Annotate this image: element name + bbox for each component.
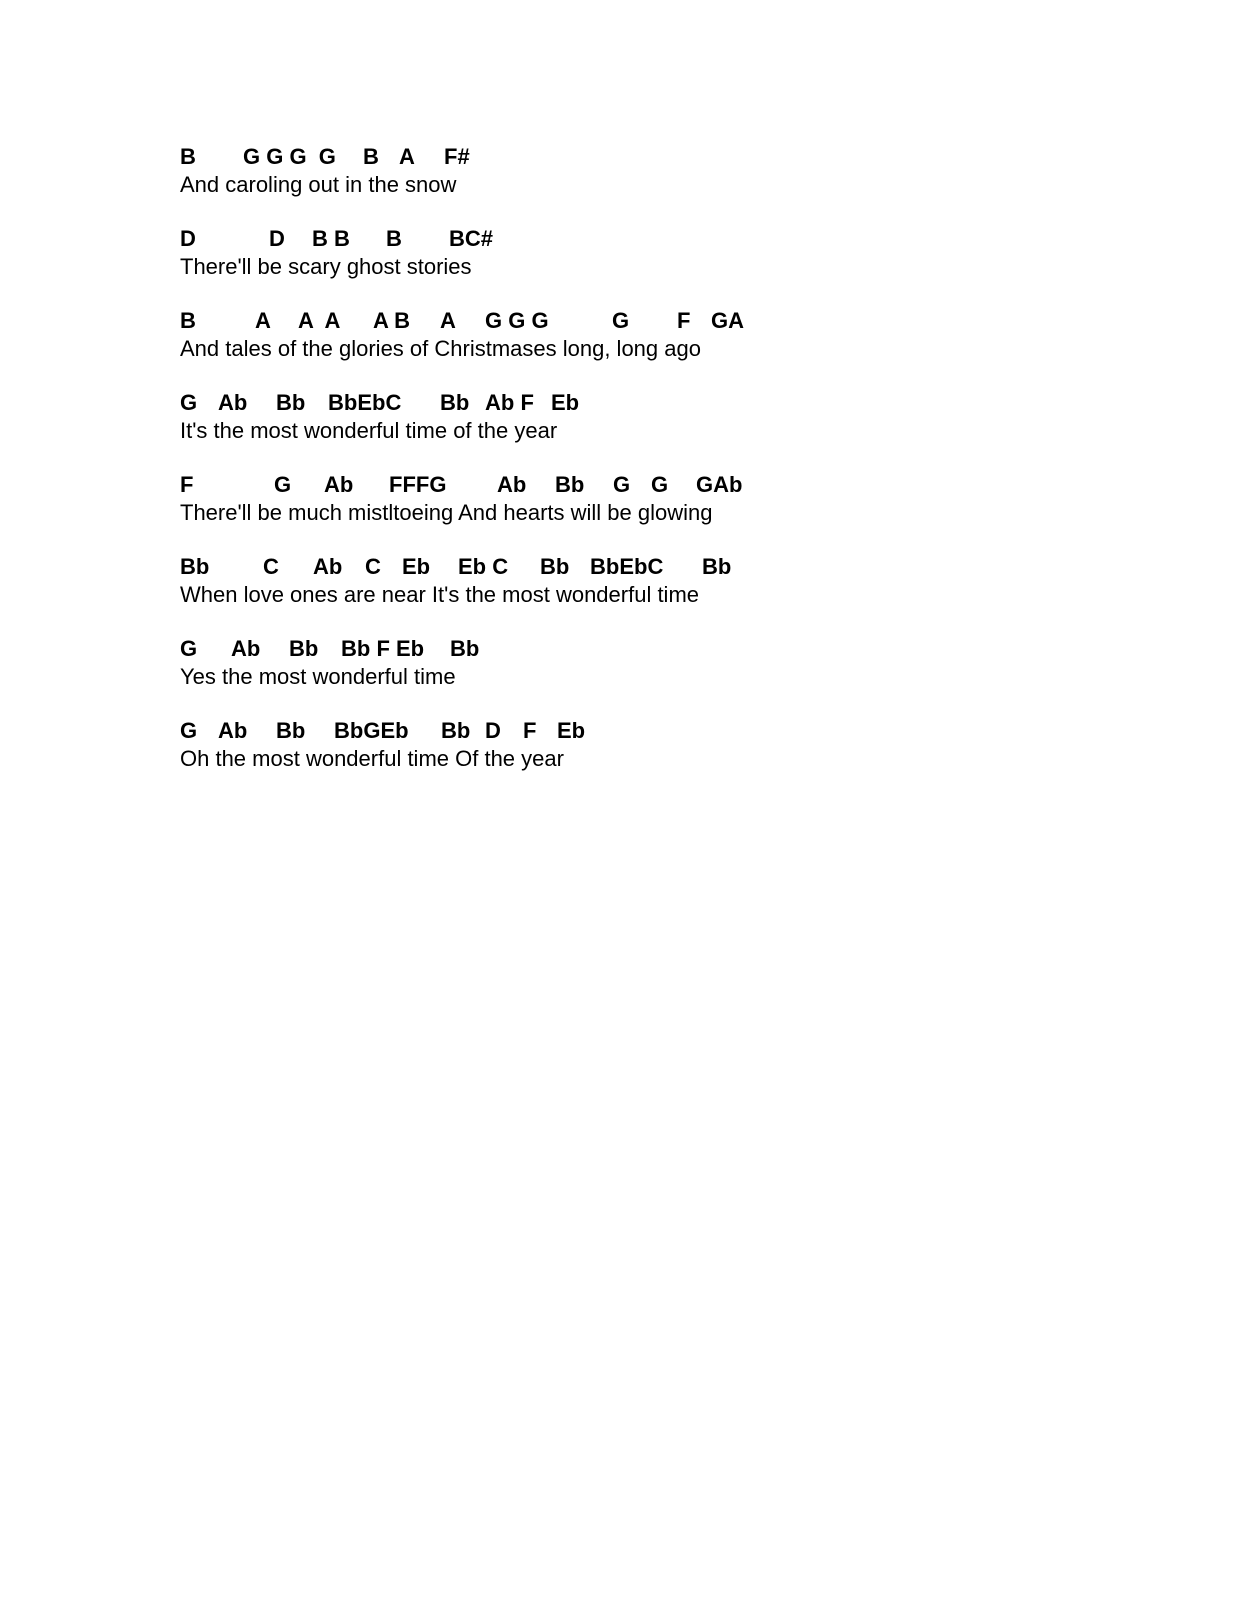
note: Ab [313,554,343,579]
note: BC# [449,226,494,251]
lyric-line: When love ones are near It's the most wonderful time [180,582,700,607]
note: G G G [485,308,549,333]
note: G [613,472,631,497]
note: Bb F Eb [341,636,425,661]
note-row [180,635,1180,663]
note: G [180,718,198,743]
note: Bb [555,472,585,497]
lyric-line: There'll be scary ghost stories [180,254,472,279]
note: G [612,308,630,333]
lyric-line: There'll be much mistltoeing And hearts will be glowing [180,500,713,525]
verse-block [180,553,1180,609]
note: B [180,144,196,169]
note: Eb [402,554,431,579]
note: D [485,718,501,743]
note: Bb [702,554,732,579]
note: Bb [440,390,470,415]
note: Eb [551,390,580,415]
note: G [274,472,292,497]
note: Eb [557,718,586,743]
note: A A [298,308,341,333]
note: Bb [276,390,306,415]
note: F [180,472,194,497]
verse-block [180,307,1180,363]
note: D [269,226,285,251]
note: BbGEb [334,718,409,743]
note-row [180,553,1180,581]
note: Bb [180,554,210,579]
note: G [180,636,198,661]
lyric-line: It's the most wonderful time of the year [180,418,558,443]
note: D [180,226,196,251]
lyric-line: Yes the most wonderful time [180,664,456,689]
note: Bb [276,718,306,743]
note: B B [312,226,350,251]
note: B [386,226,402,251]
note: GAb [696,472,743,497]
note: A [399,144,415,169]
note-row [180,143,1180,171]
note: Bb [289,636,319,661]
note-row [180,225,1180,253]
note: F [523,718,537,743]
note: G [651,472,669,497]
note: BbEbC [328,390,402,415]
note: A [255,308,271,333]
note: G G G G [243,144,336,169]
note: A B [373,308,411,333]
note: F [677,308,691,333]
note: B [180,308,196,333]
lyric-line: Oh the most wonderful time Of the year [180,746,564,771]
verse-block [180,717,1180,773]
lyric-line: And caroling out in the snow [180,172,457,197]
note: Ab [324,472,354,497]
note: Ab [231,636,261,661]
note-row [180,389,1180,417]
note: C [263,554,279,579]
note: A [440,308,456,333]
note: GA [711,308,744,333]
note: Ab [218,390,248,415]
note: Eb C [458,554,509,579]
lyric-line: And tales of the glories of Christmases long, long ago [180,336,701,361]
note: Bb [450,636,480,661]
verse-block [180,143,1180,199]
note: FFFG [389,472,447,497]
verse-block [180,225,1180,281]
note: Ab [497,472,527,497]
note: Ab F [485,390,534,415]
note-row [180,471,1180,499]
note: C [365,554,381,579]
note: Bb [540,554,570,579]
verse-block [180,471,1180,527]
verse-block [180,389,1180,445]
note: G [180,390,198,415]
note-row [180,307,1180,335]
note: Ab [218,718,248,743]
note-row [180,717,1180,745]
note: Bb [441,718,471,743]
note: F# [444,144,470,169]
note: BbEbC [590,554,664,579]
note: B [363,144,379,169]
verse-block [180,635,1180,691]
